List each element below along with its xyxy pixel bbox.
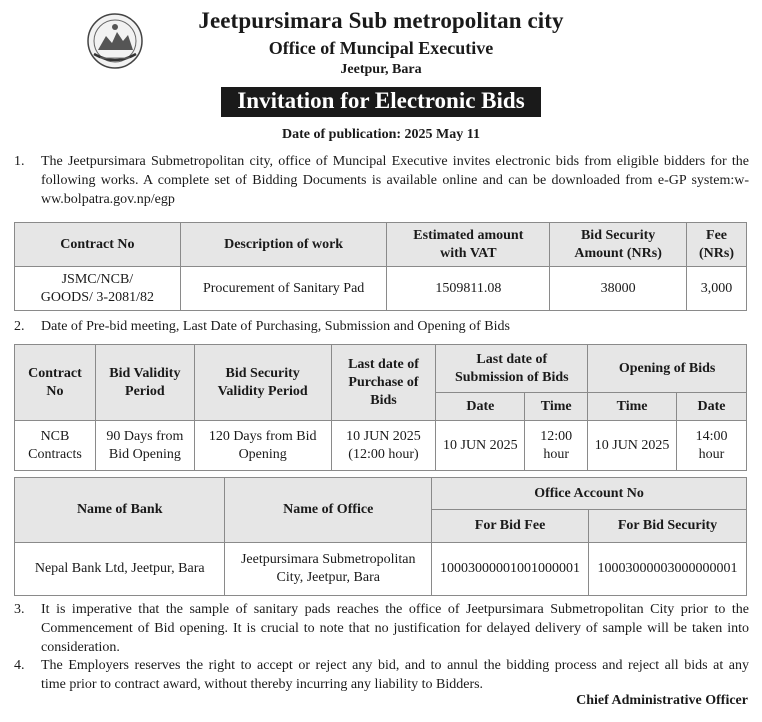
cell-fee: 3,000: [687, 267, 747, 311]
para1-line1: The Jeetpursimara Submetropolitan city, office of Muncipal Executive invites electronic bids from eligible bidders for the: [41, 154, 749, 169]
cell-contract-l2: GOODS/ 3-2081/82: [40, 289, 154, 305]
th2-sub-date: Date: [436, 393, 525, 421]
th3-bid-security: For Bid Security: [589, 510, 747, 543]
th3-office: Name of Office: [225, 478, 432, 543]
cell2-contract: [15, 421, 96, 471]
th-contract-no: Contract No: [15, 223, 181, 267]
para4-text: [41, 656, 749, 694]
municipality-title: Jeetpursimara Sub metropolitan city: [198, 8, 564, 33]
th3-bank: Name of Bank: [15, 478, 225, 543]
cell2-sub-time: [525, 421, 588, 471]
para3-text: [41, 600, 749, 657]
para3-line3: consideration.: [41, 640, 120, 655]
signature-title: Chief Administrative Officer: [576, 693, 748, 708]
para1-number: 1.: [14, 154, 25, 169]
th2-validity-l1: Bid Validity: [109, 365, 181, 381]
cell2-sub-date: 10 JUN 2025: [436, 421, 525, 471]
th2-open-time: Time: [588, 393, 677, 421]
cell2-validity: [95, 421, 194, 471]
cell2-contract-l1: NCB: [40, 428, 70, 444]
cell2-sub-time-l1: 12:00: [540, 428, 573, 444]
publication-date: Date of publication: 2025 May 11: [282, 127, 480, 142]
para3-line2: Commencement of Bid opening. It is crucial to note that no justification for delayed delivery of sample will be taken into: [41, 621, 749, 636]
th-estimated-l2: with VAT: [440, 245, 497, 261]
th2-purchase-l1: Last date of: [348, 356, 419, 372]
cell-estimated: 1509811.08: [387, 267, 550, 311]
th-security-l1: Bid Security: [580, 227, 656, 243]
para4-line1: The Employers reserves the right to accept or reject any bid, and to annul the bidding process and reject all bids at any: [41, 658, 749, 673]
notice-banner: Invitation for Electronic Bids: [221, 87, 540, 117]
cell3-security-account: 10003000003000000001: [589, 543, 747, 596]
contract-table: [14, 222, 747, 311]
cell2-open-date-l1: 14:00: [695, 428, 728, 444]
th2-secval-l1: Bid Security: [225, 365, 300, 381]
th2-contract-l1: Contract: [28, 365, 82, 381]
cell3-bank: Nepal Bank Ltd, Jeetpur, Bara: [15, 543, 225, 596]
th2-purchase: [331, 345, 436, 421]
th2-sub-time: Time: [525, 393, 588, 421]
cell2-security-validity: [194, 421, 331, 471]
cell2-validity-l2: Bid Opening: [108, 446, 181, 462]
bank-table: [14, 477, 747, 596]
cell2-open-date: [677, 421, 747, 471]
cell2-open-date-l2: hour: [698, 446, 725, 462]
cell-security: 38000: [550, 267, 687, 311]
para2-number: 2.: [14, 319, 25, 334]
para4-number: 4.: [14, 658, 25, 673]
cell-description: Procurement of Sanitary Pad: [180, 267, 387, 311]
cell3-office: [225, 543, 432, 596]
cell2-purchase-l1: 10 JUN 2025: [346, 428, 421, 444]
th2-submission-l1: Last date of: [476, 351, 548, 367]
th2-submission-l2: Submission of Bids: [454, 369, 569, 385]
th2-security-validity: [194, 345, 331, 421]
table-row: [15, 543, 747, 596]
th2-opening: Opening of Bids: [588, 345, 747, 393]
cell2-secval-l1: 120 Days from Bid: [208, 428, 317, 444]
th2-validity-l2: Period: [125, 383, 165, 399]
cell2-contract-l2: Contracts: [28, 446, 82, 462]
table-row: [15, 267, 747, 311]
table-row: [15, 421, 747, 471]
para4-line2: time prior to contract award, without thereby incurring any liability to Bidders.: [41, 677, 484, 692]
th2-purchase-l2: Purchase of: [348, 374, 419, 390]
cell2-validity-l1: 90 Days from: [106, 428, 184, 444]
th3-account: Office Account No: [432, 478, 747, 510]
para3-number: 3.: [14, 602, 25, 617]
th-estimated-l1: Estimated amount: [413, 227, 524, 243]
cell3-fee-account: 10003000001001000001: [432, 543, 589, 596]
th2-validity: [95, 345, 194, 421]
th2-purchase-l3: Bids: [370, 392, 397, 408]
para1-line2: following works. A complete set of Bidding Documents is available online and can be downloaded from e-GP system:w-: [41, 173, 749, 188]
th-fee-l2: (NRs): [699, 245, 734, 261]
para3-line1: It is imperative that the sample of sanitary pads reaches the office of Jeetpursimara Submetropolitan City prior to the: [41, 602, 749, 617]
th2-submission: [436, 345, 588, 393]
th-fee-l1: Fee: [706, 227, 727, 243]
th-security: [550, 223, 687, 267]
th-estimated: [387, 223, 550, 267]
th2-open-date: Date: [677, 393, 747, 421]
th-security-l2: Amount (NRs): [574, 245, 662, 261]
cell2-sub-time-l2: hour: [543, 446, 570, 462]
th3-bid-fee: For Bid Fee: [432, 510, 589, 543]
para1-line3: ww.bolpatra.gov.np/egp: [41, 192, 175, 207]
cell2-purchase-l2: (12:00 hour): [348, 446, 419, 462]
office-name: Office of Muncipal Executive: [268, 38, 494, 58]
th2-contract-l2: No: [46, 383, 64, 399]
cell-contract-no: [15, 267, 181, 311]
schedule-table: [14, 344, 747, 471]
cell3-office-l2: City, Jeetpur, Bara: [276, 570, 380, 585]
th-fee: [687, 223, 747, 267]
para2-text: Date of Pre-bid meeting, Last Date of Purchasing, Submission and Opening of Bids: [41, 319, 510, 334]
office-location: Jeetpur, Bara: [340, 62, 422, 77]
cell-contract-l1: JSMC/NCB/: [61, 271, 134, 287]
th2-contract: [15, 345, 96, 421]
banner-wrap: [0, 87, 762, 117]
cell2-secval-l2: Opening: [238, 446, 287, 462]
cell3-office-l1: Jeetpursimara Submetropolitan: [240, 552, 416, 567]
cell2-purchase: [331, 421, 436, 471]
th-description: Description of work: [180, 223, 387, 267]
cell2-open-time: 10 JUN 2025: [588, 421, 677, 471]
para1-text: [41, 152, 749, 209]
th2-secval-l2: Validity Period: [217, 383, 308, 399]
